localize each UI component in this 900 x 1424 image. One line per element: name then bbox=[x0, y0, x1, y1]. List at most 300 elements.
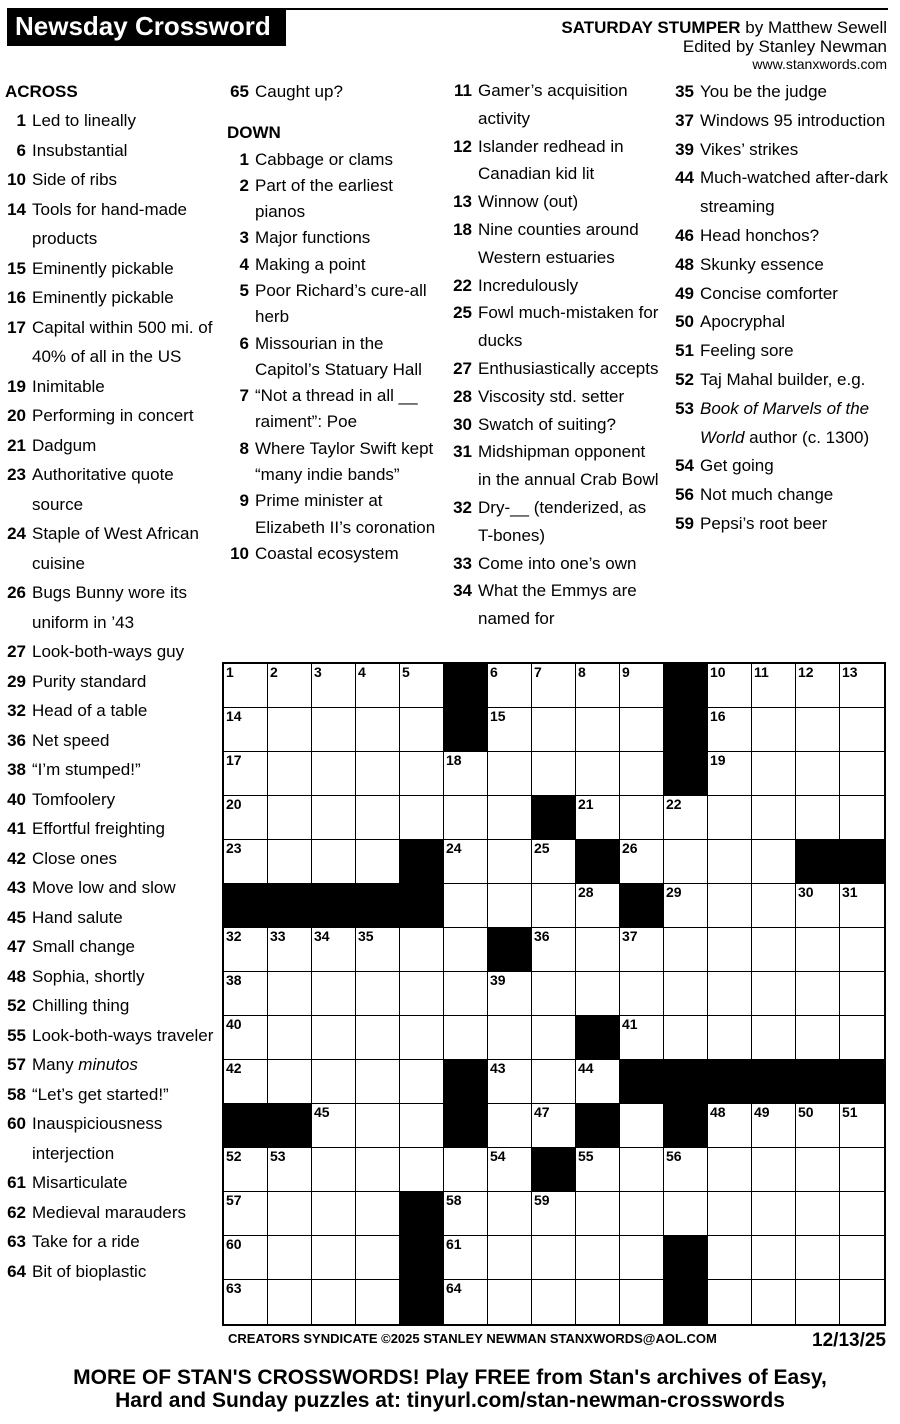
grid-cell[interactable] bbox=[620, 708, 664, 752]
clue-number: 63 bbox=[7, 1232, 26, 1251]
grid-cell[interactable] bbox=[840, 884, 884, 928]
down-clue-5[interactable] bbox=[227, 278, 439, 331]
grid-cell[interactable] bbox=[840, 708, 884, 752]
grid-cell[interactable] bbox=[532, 1104, 576, 1148]
down-clue-46[interactable] bbox=[670, 222, 894, 251]
grid-cell[interactable] bbox=[312, 1280, 356, 1324]
cell-number: 45 bbox=[314, 1104, 330, 1120]
grid-cell[interactable] bbox=[620, 1280, 664, 1324]
cell-number: 36 bbox=[534, 928, 550, 944]
grid-cell[interactable] bbox=[708, 1104, 752, 1148]
grid-cell[interactable] bbox=[400, 1060, 444, 1104]
grid-cell[interactable] bbox=[840, 1104, 884, 1148]
grid-cell[interactable] bbox=[576, 752, 620, 796]
down-clue-49[interactable] bbox=[670, 280, 894, 309]
cell-number: 51 bbox=[842, 1104, 858, 1120]
grid-cell[interactable] bbox=[840, 1148, 884, 1192]
grid-cell[interactable] bbox=[840, 1280, 884, 1324]
grid-cell[interactable] bbox=[400, 1148, 444, 1192]
grid-cell[interactable] bbox=[488, 884, 532, 928]
grid-cell[interactable] bbox=[224, 664, 268, 708]
grid-cell[interactable] bbox=[620, 752, 664, 796]
grid-cell[interactable] bbox=[400, 1104, 444, 1148]
grid-cell[interactable] bbox=[532, 1060, 576, 1104]
black-square bbox=[444, 1104, 488, 1148]
down-clue-13[interactable] bbox=[448, 188, 662, 216]
grid-cell[interactable] bbox=[268, 1236, 312, 1280]
grid-cell[interactable] bbox=[620, 796, 664, 840]
down-clue-3[interactable] bbox=[227, 225, 439, 251]
clue-number: 31 bbox=[453, 442, 472, 462]
grid-cell[interactable] bbox=[444, 1148, 488, 1192]
grid-cell[interactable] bbox=[796, 796, 840, 840]
across-clue-23[interactable] bbox=[5, 460, 215, 519]
grid-cell[interactable] bbox=[840, 1016, 884, 1060]
grid-cell[interactable] bbox=[708, 664, 752, 708]
grid-cell[interactable] bbox=[268, 840, 312, 884]
grid-cell[interactable] bbox=[488, 1192, 532, 1236]
grid-cell[interactable] bbox=[620, 1148, 664, 1192]
down-clue-52[interactable] bbox=[670, 366, 894, 395]
grid-cell[interactable] bbox=[532, 752, 576, 796]
grid-cell[interactable] bbox=[840, 664, 884, 708]
cell-number: 64 bbox=[446, 1280, 462, 1296]
grid-cell[interactable] bbox=[752, 1192, 796, 1236]
grid-cell[interactable] bbox=[444, 752, 488, 796]
down-clue-33[interactable] bbox=[448, 550, 662, 578]
grid-cell[interactable] bbox=[664, 884, 708, 928]
grid-cell[interactable] bbox=[312, 928, 356, 972]
clue-text: Close ones bbox=[32, 848, 118, 868]
grid-cell[interactable] bbox=[356, 1104, 400, 1148]
grid-cell[interactable] bbox=[224, 840, 268, 884]
down-clue-7[interactable] bbox=[227, 383, 439, 436]
grid-cell[interactable] bbox=[664, 1192, 708, 1236]
grid-cell[interactable] bbox=[444, 1280, 488, 1324]
clue-text: Misarticulate bbox=[32, 1173, 128, 1192]
grid-cell[interactable] bbox=[224, 1060, 268, 1104]
crossword-grid[interactable] bbox=[222, 662, 886, 1326]
grid-cell[interactable] bbox=[840, 1236, 884, 1280]
cell-number: 40 bbox=[226, 1016, 242, 1032]
grid-cell[interactable] bbox=[224, 1236, 268, 1280]
grid-cell[interactable] bbox=[752, 1236, 796, 1280]
grid-cell[interactable] bbox=[356, 840, 400, 884]
down-clue-54[interactable] bbox=[670, 452, 894, 481]
grid-cell[interactable] bbox=[356, 1148, 400, 1192]
across-clue-10[interactable] bbox=[5, 165, 215, 195]
grid-cell[interactable] bbox=[224, 1148, 268, 1192]
clue-text: Get going bbox=[700, 456, 774, 476]
across-clue-40[interactable] bbox=[5, 785, 215, 815]
grid-cell[interactable] bbox=[796, 1104, 840, 1148]
grid-cell[interactable] bbox=[576, 884, 620, 928]
clue-number: 59 bbox=[675, 513, 694, 533]
grid-cell[interactable] bbox=[796, 928, 840, 972]
down-clue-44[interactable] bbox=[670, 164, 894, 222]
cell-number: 63 bbox=[226, 1280, 242, 1296]
down-clue-1[interactable] bbox=[227, 147, 439, 173]
grid-cell[interactable] bbox=[752, 840, 796, 884]
grid-cell[interactable] bbox=[796, 1192, 840, 1236]
down-clue-12[interactable] bbox=[448, 133, 662, 189]
across-clue-62[interactable] bbox=[5, 1198, 215, 1228]
across-clue-21[interactable] bbox=[5, 431, 215, 461]
across-clue-52[interactable] bbox=[5, 991, 215, 1021]
across-clue-57[interactable] bbox=[5, 1050, 215, 1080]
grid-cell[interactable] bbox=[708, 796, 752, 840]
clue-number: 7 bbox=[239, 386, 249, 406]
down-clue-18[interactable] bbox=[448, 216, 662, 272]
grid-cell[interactable] bbox=[708, 708, 752, 752]
across-clue-61[interactable] bbox=[5, 1168, 215, 1198]
grid-cell[interactable] bbox=[708, 1148, 752, 1192]
grid-cell[interactable] bbox=[752, 1016, 796, 1060]
grid-cell[interactable] bbox=[356, 1192, 400, 1236]
down-clue-34[interactable] bbox=[448, 577, 662, 633]
grid-cell[interactable] bbox=[708, 884, 752, 928]
grid-cell[interactable] bbox=[576, 796, 620, 840]
grid-cell[interactable] bbox=[488, 664, 532, 708]
grid-cell[interactable] bbox=[532, 664, 576, 708]
grid-cell[interactable] bbox=[620, 664, 664, 708]
down-clue-35[interactable] bbox=[670, 78, 894, 107]
grid-cell[interactable] bbox=[532, 884, 576, 928]
grid-cell[interactable] bbox=[312, 752, 356, 796]
grid-cell[interactable] bbox=[532, 1280, 576, 1324]
grid-cell[interactable] bbox=[620, 840, 664, 884]
grid-cell[interactable] bbox=[796, 884, 840, 928]
clue-text: Swatch of suiting? bbox=[478, 414, 616, 434]
clue-number: 22 bbox=[453, 275, 472, 295]
grid-cell[interactable] bbox=[488, 752, 532, 796]
grid-cell[interactable] bbox=[708, 972, 752, 1016]
grid-cell[interactable] bbox=[840, 972, 884, 1016]
grid-cell[interactable] bbox=[708, 1236, 752, 1280]
grid-cell[interactable] bbox=[488, 796, 532, 840]
grid-cell[interactable] bbox=[268, 752, 312, 796]
grid-cell[interactable] bbox=[356, 796, 400, 840]
grid-cell[interactable] bbox=[752, 1104, 796, 1148]
grid-cell[interactable] bbox=[752, 664, 796, 708]
grid-cell[interactable] bbox=[400, 1016, 444, 1060]
grid-cell[interactable] bbox=[752, 884, 796, 928]
grid-cell[interactable] bbox=[532, 840, 576, 884]
grid-cell[interactable] bbox=[708, 1280, 752, 1324]
grid-cell[interactable] bbox=[312, 796, 356, 840]
grid-cell[interactable] bbox=[796, 664, 840, 708]
grid-cell[interactable] bbox=[576, 708, 620, 752]
across-clue-43[interactable] bbox=[5, 873, 215, 903]
grid-cell[interactable] bbox=[708, 1192, 752, 1236]
grid-cell[interactable] bbox=[796, 1280, 840, 1324]
grid-cell[interactable] bbox=[268, 664, 312, 708]
grid-cell[interactable] bbox=[840, 1192, 884, 1236]
grid-cell[interactable] bbox=[356, 972, 400, 1016]
grid-cell[interactable] bbox=[312, 1148, 356, 1192]
grid-cell[interactable] bbox=[620, 928, 664, 972]
across-clue-19[interactable] bbox=[5, 372, 215, 402]
across-clue-64[interactable] bbox=[5, 1257, 215, 1287]
grid-cell[interactable] bbox=[488, 972, 532, 1016]
grid-cell[interactable] bbox=[576, 1280, 620, 1324]
down-clue-6[interactable] bbox=[227, 331, 439, 384]
down-clue-9[interactable] bbox=[227, 488, 439, 541]
grid-cell[interactable] bbox=[796, 972, 840, 1016]
cell-number: 24 bbox=[446, 840, 462, 856]
down-clue-22[interactable] bbox=[448, 272, 662, 300]
across-clue-27[interactable] bbox=[5, 637, 215, 667]
grid-cell[interactable] bbox=[664, 972, 708, 1016]
grid-cell[interactable] bbox=[488, 1148, 532, 1192]
grid-cell[interactable] bbox=[664, 1016, 708, 1060]
grid-cell[interactable] bbox=[752, 708, 796, 752]
grid-cell[interactable] bbox=[488, 1060, 532, 1104]
down-clue-10[interactable] bbox=[227, 541, 439, 567]
grid-cell[interactable] bbox=[312, 1104, 356, 1148]
across-clue-1[interactable] bbox=[5, 106, 215, 136]
across-clue-58[interactable] bbox=[5, 1080, 215, 1110]
grid-cell[interactable] bbox=[752, 1280, 796, 1324]
grid-cell[interactable] bbox=[312, 664, 356, 708]
down-clue-37[interactable] bbox=[670, 107, 894, 136]
clue-number: 48 bbox=[7, 966, 26, 986]
grid-cell[interactable] bbox=[312, 1060, 356, 1104]
clue-number: 62 bbox=[7, 1202, 26, 1222]
clue-number: 8 bbox=[239, 438, 249, 458]
down-clue-56[interactable] bbox=[670, 481, 894, 510]
grid-cell[interactable] bbox=[312, 708, 356, 752]
down-clue-50[interactable] bbox=[670, 308, 894, 337]
clue-text: Coastal ecosystem bbox=[255, 543, 399, 563]
clue-text: Skunky essence bbox=[700, 254, 824, 274]
grid-cell[interactable] bbox=[268, 972, 312, 1016]
grid-cell[interactable] bbox=[796, 1236, 840, 1280]
grid-cell[interactable] bbox=[532, 928, 576, 972]
grid-cell[interactable] bbox=[576, 1192, 620, 1236]
across-clue-20[interactable] bbox=[5, 401, 215, 431]
across-clue-42[interactable] bbox=[5, 844, 215, 874]
grid-cell[interactable] bbox=[356, 1060, 400, 1104]
website-link[interactable]: www.stanxwords.com bbox=[752, 56, 887, 72]
cell-number: 46 bbox=[446, 1104, 462, 1120]
grid-cell[interactable] bbox=[224, 972, 268, 1016]
down-clue-11[interactable] bbox=[448, 77, 662, 133]
grid-cell[interactable] bbox=[356, 1016, 400, 1060]
down-clue-32[interactable] bbox=[448, 494, 662, 550]
across-clue-48[interactable] bbox=[5, 962, 215, 992]
grid-cell[interactable] bbox=[488, 840, 532, 884]
black-square bbox=[312, 884, 356, 928]
grid-cell[interactable] bbox=[400, 664, 444, 708]
across-clue-17[interactable] bbox=[5, 313, 215, 372]
down-clue-39[interactable] bbox=[670, 136, 894, 165]
grid-cell[interactable] bbox=[708, 752, 752, 796]
across-clue-60[interactable] bbox=[5, 1109, 215, 1168]
clue-text: Head of a table bbox=[32, 701, 148, 720]
across-clue-63[interactable] bbox=[5, 1227, 215, 1257]
grid-cell[interactable] bbox=[532, 1016, 576, 1060]
down-clue-51[interactable] bbox=[670, 337, 894, 366]
grid-cell[interactable] bbox=[268, 1016, 312, 1060]
grid-cell[interactable] bbox=[224, 1280, 268, 1324]
grid-cell[interactable] bbox=[444, 1236, 488, 1280]
cell-number: 5 bbox=[402, 664, 410, 680]
grid-cell[interactable] bbox=[664, 796, 708, 840]
grid-cell[interactable] bbox=[444, 928, 488, 972]
promo-line-2[interactable]: Hard and Sunday puzzles at: tinyurl.com/stan-newman-crosswords bbox=[115, 1389, 785, 1412]
grid-cell[interactable] bbox=[224, 752, 268, 796]
grid-cell[interactable] bbox=[444, 1192, 488, 1236]
across-clue-14[interactable] bbox=[5, 195, 215, 254]
grid-cell[interactable] bbox=[356, 1236, 400, 1280]
across-clue-38[interactable] bbox=[5, 755, 215, 785]
grid-cell[interactable] bbox=[532, 1236, 576, 1280]
across-clue-36[interactable] bbox=[5, 726, 215, 756]
grid-cell[interactable] bbox=[708, 1016, 752, 1060]
grid-cell[interactable] bbox=[356, 1280, 400, 1324]
black-square bbox=[444, 664, 488, 708]
grid-cell[interactable] bbox=[576, 1060, 620, 1104]
down-clue-2[interactable] bbox=[227, 173, 439, 226]
grid-cell[interactable] bbox=[488, 1104, 532, 1148]
across-clue-65[interactable] bbox=[227, 77, 439, 107]
black-square bbox=[664, 708, 708, 752]
grid-cell[interactable] bbox=[312, 1192, 356, 1236]
grid-cell[interactable] bbox=[796, 752, 840, 796]
grid-cell[interactable] bbox=[224, 796, 268, 840]
grid-cell[interactable] bbox=[268, 1192, 312, 1236]
grid-cell[interactable] bbox=[400, 708, 444, 752]
grid-cell[interactable] bbox=[268, 1060, 312, 1104]
black-square bbox=[576, 840, 620, 884]
grid-cell[interactable] bbox=[488, 1280, 532, 1324]
down-clue-53[interactable] bbox=[670, 395, 894, 453]
grid-cell[interactable] bbox=[620, 1104, 664, 1148]
down-clue-31[interactable] bbox=[448, 438, 662, 494]
grid-cell[interactable] bbox=[576, 664, 620, 708]
grid-cell[interactable] bbox=[796, 708, 840, 752]
grid-cell[interactable] bbox=[268, 796, 312, 840]
grid-cell[interactable] bbox=[312, 972, 356, 1016]
clue-text: Enthusiastically accepts bbox=[478, 358, 659, 378]
down-clue-30[interactable] bbox=[448, 411, 662, 439]
grid-cell[interactable] bbox=[664, 840, 708, 884]
grid-cell[interactable] bbox=[400, 796, 444, 840]
grid-cell[interactable] bbox=[752, 796, 796, 840]
grid-cell[interactable] bbox=[840, 928, 884, 972]
grid-cell[interactable] bbox=[444, 840, 488, 884]
black-square bbox=[664, 664, 708, 708]
grid-cell[interactable] bbox=[840, 752, 884, 796]
grid-cell[interactable] bbox=[620, 1192, 664, 1236]
grid-cell[interactable] bbox=[268, 1148, 312, 1192]
grid-cell[interactable] bbox=[400, 752, 444, 796]
down-clue-4[interactable] bbox=[227, 252, 439, 278]
grid-cell[interactable] bbox=[532, 1192, 576, 1236]
grid-cell[interactable] bbox=[752, 972, 796, 1016]
grid-cell[interactable] bbox=[488, 1016, 532, 1060]
grid-cell[interactable] bbox=[444, 972, 488, 1016]
grid-cell[interactable] bbox=[400, 972, 444, 1016]
across-clue-26[interactable] bbox=[5, 578, 215, 637]
grid-cell[interactable] bbox=[356, 664, 400, 708]
grid-cell[interactable] bbox=[356, 928, 400, 972]
grid-cell[interactable] bbox=[576, 972, 620, 1016]
grid-cell[interactable] bbox=[312, 840, 356, 884]
grid-cell[interactable] bbox=[664, 928, 708, 972]
grid-cell[interactable] bbox=[268, 1280, 312, 1324]
across-clue-45[interactable] bbox=[5, 903, 215, 933]
grid-cell[interactable] bbox=[752, 1148, 796, 1192]
grid-cell[interactable] bbox=[488, 708, 532, 752]
clue-text: Taj Mahal builder, e.g. bbox=[700, 369, 866, 389]
across-clue-15[interactable] bbox=[5, 254, 215, 284]
grid-cell[interactable] bbox=[620, 972, 664, 1016]
grid-cell[interactable] bbox=[796, 1148, 840, 1192]
grid-cell[interactable] bbox=[268, 708, 312, 752]
grid-cell[interactable] bbox=[356, 708, 400, 752]
grid-cell[interactable] bbox=[532, 708, 576, 752]
grid-cell[interactable] bbox=[224, 1192, 268, 1236]
grid-cell[interactable] bbox=[488, 1236, 532, 1280]
across-clue-55[interactable] bbox=[5, 1021, 215, 1051]
across-clue-6[interactable] bbox=[5, 136, 215, 166]
grid-cell[interactable] bbox=[576, 928, 620, 972]
grid-cell[interactable] bbox=[312, 1016, 356, 1060]
down-clue-25[interactable] bbox=[448, 299, 662, 355]
grid-cell[interactable] bbox=[444, 1016, 488, 1060]
clue-text: Part of the earliest pianos bbox=[255, 175, 393, 222]
cell-number: 49 bbox=[754, 1104, 770, 1120]
grid-cell[interactable] bbox=[708, 928, 752, 972]
grid-cell[interactable] bbox=[620, 1016, 664, 1060]
down-clue-48[interactable] bbox=[670, 251, 894, 280]
across-clue-24[interactable] bbox=[5, 519, 215, 578]
across-clue-47[interactable] bbox=[5, 932, 215, 962]
grid-cell[interactable] bbox=[356, 752, 400, 796]
down-clue-59[interactable] bbox=[670, 510, 894, 539]
grid-cell[interactable] bbox=[268, 928, 312, 972]
grid-cell[interactable] bbox=[224, 928, 268, 972]
down-clue-27[interactable] bbox=[448, 355, 662, 383]
clue-number: 51 bbox=[675, 341, 694, 361]
across-clue-29[interactable] bbox=[5, 667, 215, 697]
grid-cell[interactable] bbox=[796, 1016, 840, 1060]
grid-cell[interactable] bbox=[620, 1236, 664, 1280]
across-clue-32[interactable] bbox=[5, 696, 215, 726]
across-clue-16[interactable] bbox=[5, 283, 215, 313]
grid-cell[interactable] bbox=[708, 840, 752, 884]
down-clue-28[interactable] bbox=[448, 383, 662, 411]
grid-cell[interactable] bbox=[752, 928, 796, 972]
grid-cell[interactable] bbox=[224, 708, 268, 752]
grid-cell[interactable] bbox=[312, 1236, 356, 1280]
across-clue-41[interactable] bbox=[5, 814, 215, 844]
grid-cell[interactable] bbox=[400, 928, 444, 972]
down-clue-8[interactable] bbox=[227, 436, 439, 489]
grid-cell[interactable] bbox=[576, 1148, 620, 1192]
grid-cell[interactable] bbox=[840, 796, 884, 840]
grid-cell[interactable] bbox=[532, 972, 576, 1016]
grid-cell[interactable] bbox=[576, 1236, 620, 1280]
grid-cell[interactable] bbox=[752, 752, 796, 796]
across-column-1 bbox=[5, 78, 215, 1286]
grid-cell[interactable] bbox=[224, 1016, 268, 1060]
grid-cell[interactable] bbox=[444, 796, 488, 840]
grid-cell[interactable] bbox=[664, 1148, 708, 1192]
grid-cell[interactable] bbox=[444, 884, 488, 928]
